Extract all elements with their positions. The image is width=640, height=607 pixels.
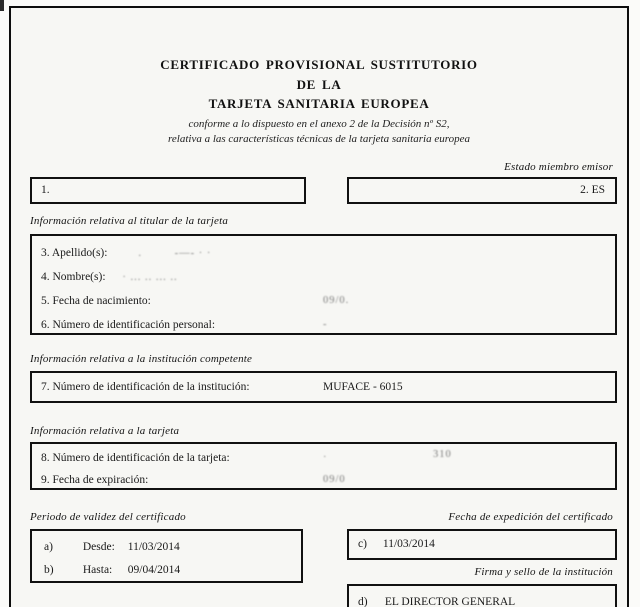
certificate-subtitle (11, 117, 627, 147)
validity-from-label: Desde: (82, 541, 115, 553)
issuer-state-heading: Estado miembro emisor (504, 161, 613, 173)
institution-id-value: MUFACE - 6015 (323, 381, 403, 393)
card-id-value-part2: 310 (433, 449, 452, 457)
card-expiry-label: 9. Fecha de expiración: (41, 474, 149, 486)
validity-box (30, 529, 303, 583)
institution-id-label: 7. Número de identificación de la institución: (41, 381, 250, 393)
title-line-3: TARJETA SANITARIA EUROPEA (208, 96, 430, 111)
signature-box (347, 584, 617, 607)
validity-to-value: 09/04/2014 (127, 564, 181, 576)
field-2-value: 2. ES (580, 184, 605, 196)
validity-to-row (44, 559, 301, 582)
name-label: 4. Nombre(s): (41, 271, 106, 283)
validity-to-marker: b) (44, 564, 54, 576)
expedition-marker: c) (358, 538, 367, 550)
expedition-section-heading: Fecha de expedición del certificado (448, 511, 613, 523)
birthdate-value: 09/0. (323, 295, 350, 306)
field-1-box (30, 177, 306, 204)
signature-section-heading: Firma y sello de la institución (474, 566, 613, 578)
signature-value: EL DIRECTOR GENERAL (384, 596, 516, 607)
expedition-value: 11/03/2014 (382, 538, 435, 550)
holder-name-row (41, 265, 615, 289)
subtitle-line-1: conforme a lo dispuesto en el anexo 2 de la Decisión nº S2, (188, 118, 450, 130)
certificate-title (11, 55, 627, 114)
institution-box (30, 371, 617, 403)
expedition-box (347, 529, 617, 560)
validity-from-marker: a) (44, 541, 53, 553)
certificate-page (9, 6, 629, 607)
card-box (30, 442, 617, 490)
title-line-1: CERTIFICADO PROVISIONAL SUSTITUTORIO (160, 57, 478, 72)
card-id-value-part1: · (323, 452, 328, 463)
holder-birthdate-row (41, 289, 615, 313)
card-expiry-value: 09/0 (323, 474, 346, 485)
scan-artifact (0, 0, 4, 11)
card-id-row (41, 447, 615, 469)
holder-surname-row (41, 241, 615, 265)
birthdate-label: 5. Fecha de nacimiento: (41, 295, 151, 307)
holder-section-heading: Información relativa al titular de la tarjeta (30, 215, 229, 227)
pin-value: - (323, 319, 328, 330)
pin-label: 6. Número de identificación personal: (41, 319, 216, 331)
validity-from-value: 11/03/2014 (127, 541, 180, 553)
card-expiry-row (41, 469, 615, 491)
card-section-heading: Información relativa a la tarjeta (30, 425, 180, 437)
surname-label: 3. Apellido(s): (41, 247, 108, 259)
field-1-value: 1. (41, 184, 50, 196)
holder-box (30, 234, 617, 335)
validity-from-row (44, 536, 301, 559)
validity-to-label: Hasta: (82, 564, 113, 576)
field-2-box (347, 177, 617, 204)
validity-section-heading: Periodo de validez del certificado (30, 511, 186, 523)
subtitle-line-2: relativa a las características técnicas de la tarjeta sanitaria europea (168, 133, 470, 145)
title-line-2: DE LA (296, 76, 342, 92)
signature-marker: d) (358, 596, 368, 607)
surname-value: . -—- · · (138, 248, 212, 259)
institution-section-heading: Información relativa a la institución competente (30, 353, 253, 365)
institution-id-row (41, 373, 615, 401)
holder-pin-row (41, 313, 615, 337)
name-value: · ... .. ... .. (122, 272, 178, 283)
card-id-label: 8. Número de identificación de la tarjeta: (41, 452, 230, 464)
